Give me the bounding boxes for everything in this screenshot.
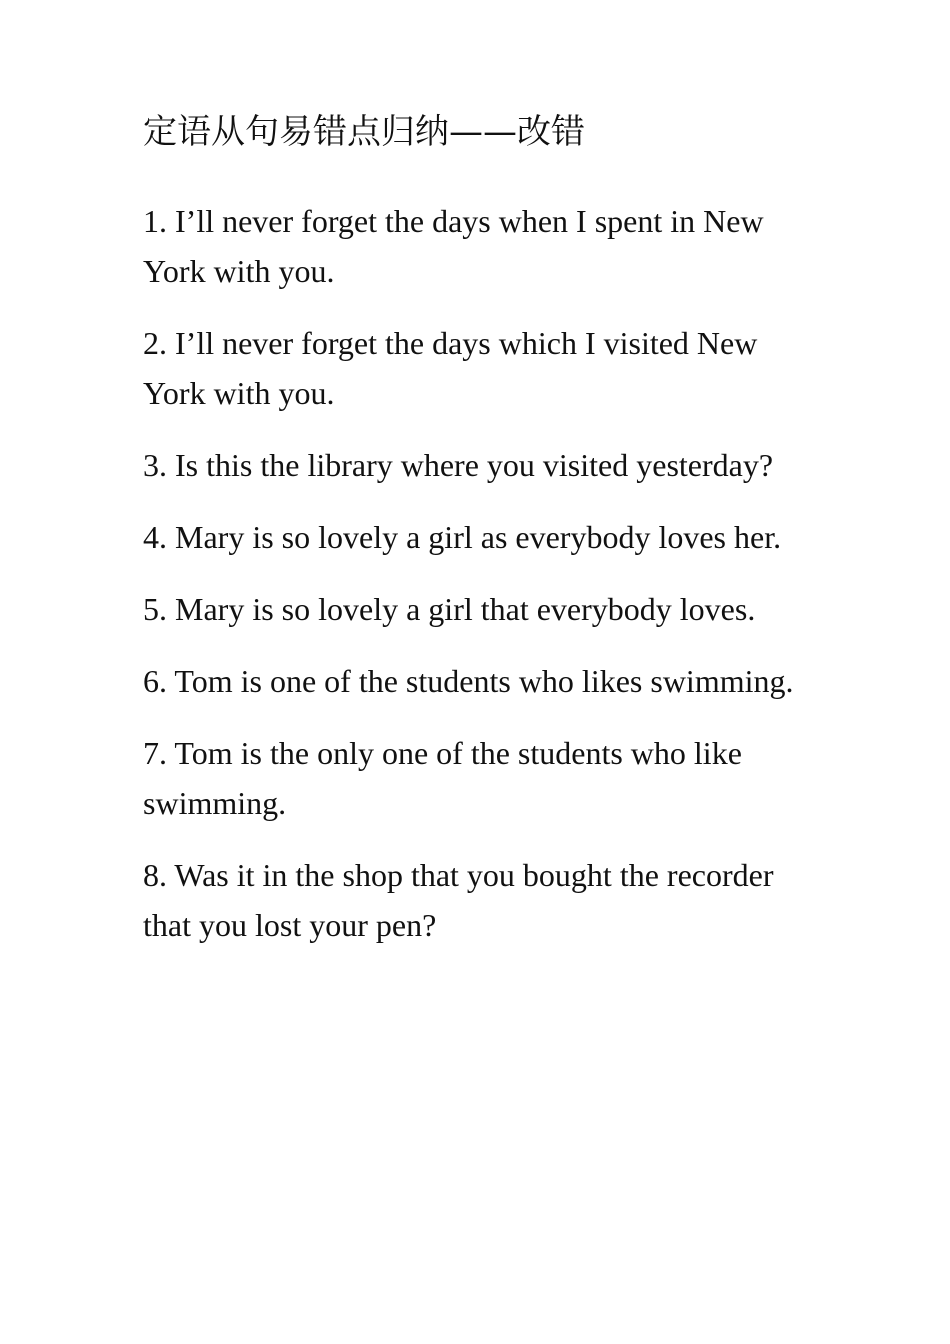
- exercise-item-8: 8. Was it in the shop that you bought the recorder that you lost your pen?: [143, 857, 774, 943]
- exercise-item-6: 6. Tom is one of the students who likes swimming.: [143, 663, 794, 699]
- exercise-item-4: 4. Mary is so lovely a girl as everybody loves her.: [143, 519, 782, 555]
- exercise-item-5: 5. Mary is so lovely a girl that everybody loves.: [143, 591, 756, 627]
- exercise-item-7: 7. Tom is the only one of the students who like swimming.: [143, 735, 742, 821]
- exercise-item-3: 3. Is this the library where you visited yesterday?: [143, 447, 774, 483]
- exercise-item-1: 1. I’ll never forget the days when I spent in New York with you.: [143, 203, 764, 289]
- document-title: 定语从句易错点归纳——改错: [143, 112, 585, 152]
- exercise-item-2: 2. I’ll never forget the days which I visited New York with you.: [143, 325, 758, 411]
- exercise-list: [143, 196, 806, 972]
